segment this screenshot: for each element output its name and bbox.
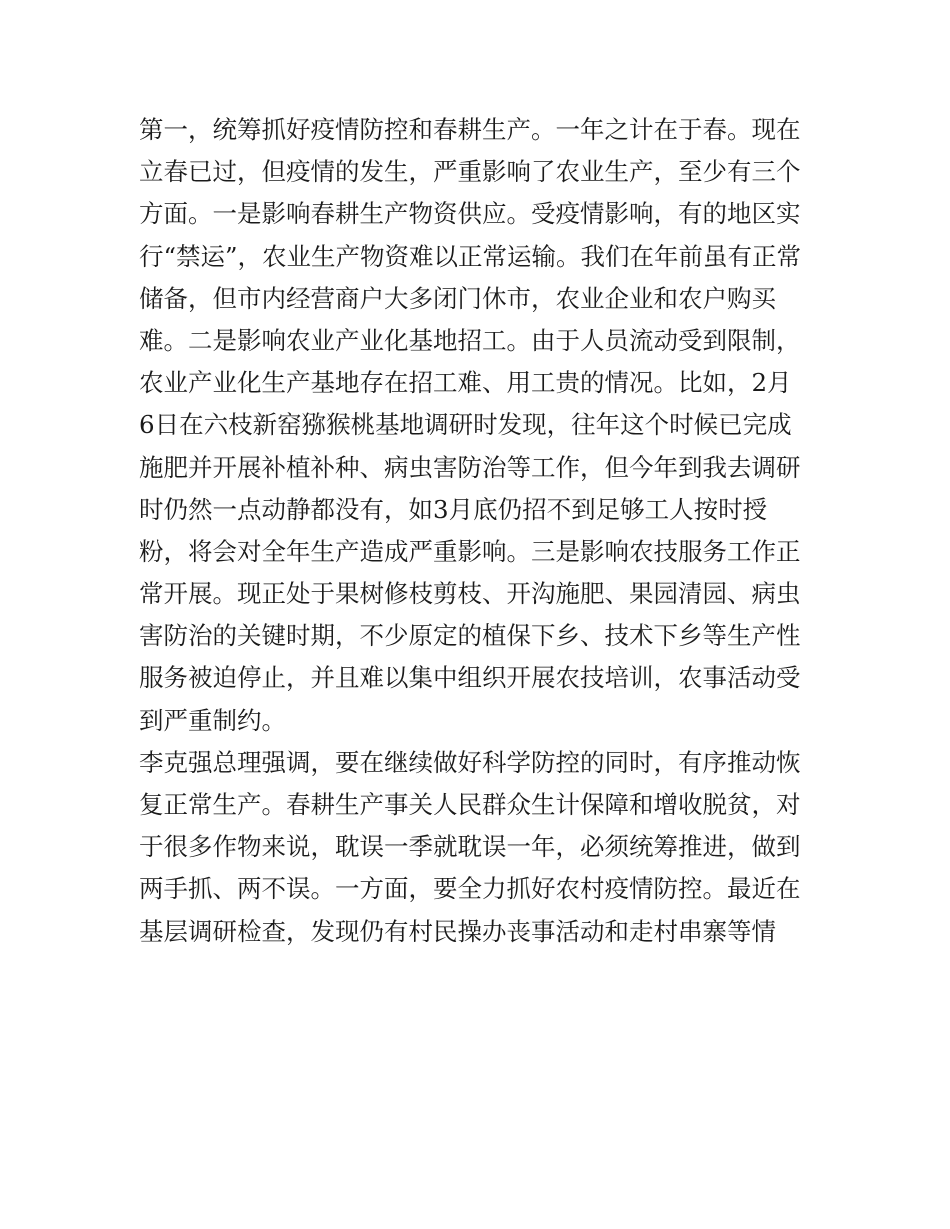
text-line: 害防治的关键时期，不少原定的植保下乡、技术下乡等生产性 <box>139 621 801 651</box>
text-line: 6日在六枝新窑猕猴桃基地调研时发现，往年这个时候已完成 <box>139 410 792 440</box>
text-line: 第一，统筹抓好疫情防控和春耕生产。一年之计在于春。现在 <box>139 115 801 144</box>
paragraph-1 <box>139 109 819 742</box>
text-line: 方面。一是影响春耕生产物资供应。受疫情影响，有的地区实 <box>139 199 801 229</box>
text-line: 时仍然一点动静都没有，如3月底仍招不到足够工人按时授 <box>139 494 768 524</box>
text-line: 储备，但市内经营商户大多闭门休市，农业企业和农户购买 <box>139 283 776 313</box>
text-line: 施肥并开展补植补种、病虫害防治等工作，但今年到我去调研 <box>139 452 801 482</box>
text-line: 行“禁运”，农业生产物资难以正常运输。我们在年前虽有正常 <box>139 241 802 271</box>
text-line: 复正常生产。春耕生产事关人民群众生计保障和增收脱贫，对 <box>139 790 801 819</box>
text-line: 到严重制约。 <box>139 705 286 735</box>
text-line: 常开展。现正处于果树修枝剪枝、开沟施肥、果园清园、病虫 <box>139 579 801 609</box>
text-line: 两手抓、两不误。一方面，要全力抓好农村疫情防控。最近在 <box>139 874 801 904</box>
text-line: 基层调研检查，发现仍有村民操办丧事活动和走村串寨等情 <box>139 916 776 946</box>
document-body <box>139 109 819 953</box>
paragraph-2 <box>139 742 819 953</box>
text-line: 立春已过，但疫情的发生，严重影响了农业生产，至少有三个 <box>139 157 801 187</box>
text-line: 于很多作物来说，耽误一季就耽误一年，必须统筹推进，做到 <box>139 832 801 862</box>
text-line: 农业产业化生产基地存在招工难、用工贵的情况。比如，2月 <box>139 368 792 398</box>
text-line: 服务被迫停止，并且难以集中组织开展农技培训，农事活动受 <box>139 663 801 693</box>
text-line: 难。二是影响农业产业化基地招工。由于人员流动受到限制， <box>139 325 801 355</box>
text-line: 李克强总理强调，要在继续做好科学防控的同时，有序推动恢 <box>139 747 801 777</box>
text-line: 粉，将会对全年生产造成严重影响。三是影响农技服务工作正 <box>139 536 801 566</box>
